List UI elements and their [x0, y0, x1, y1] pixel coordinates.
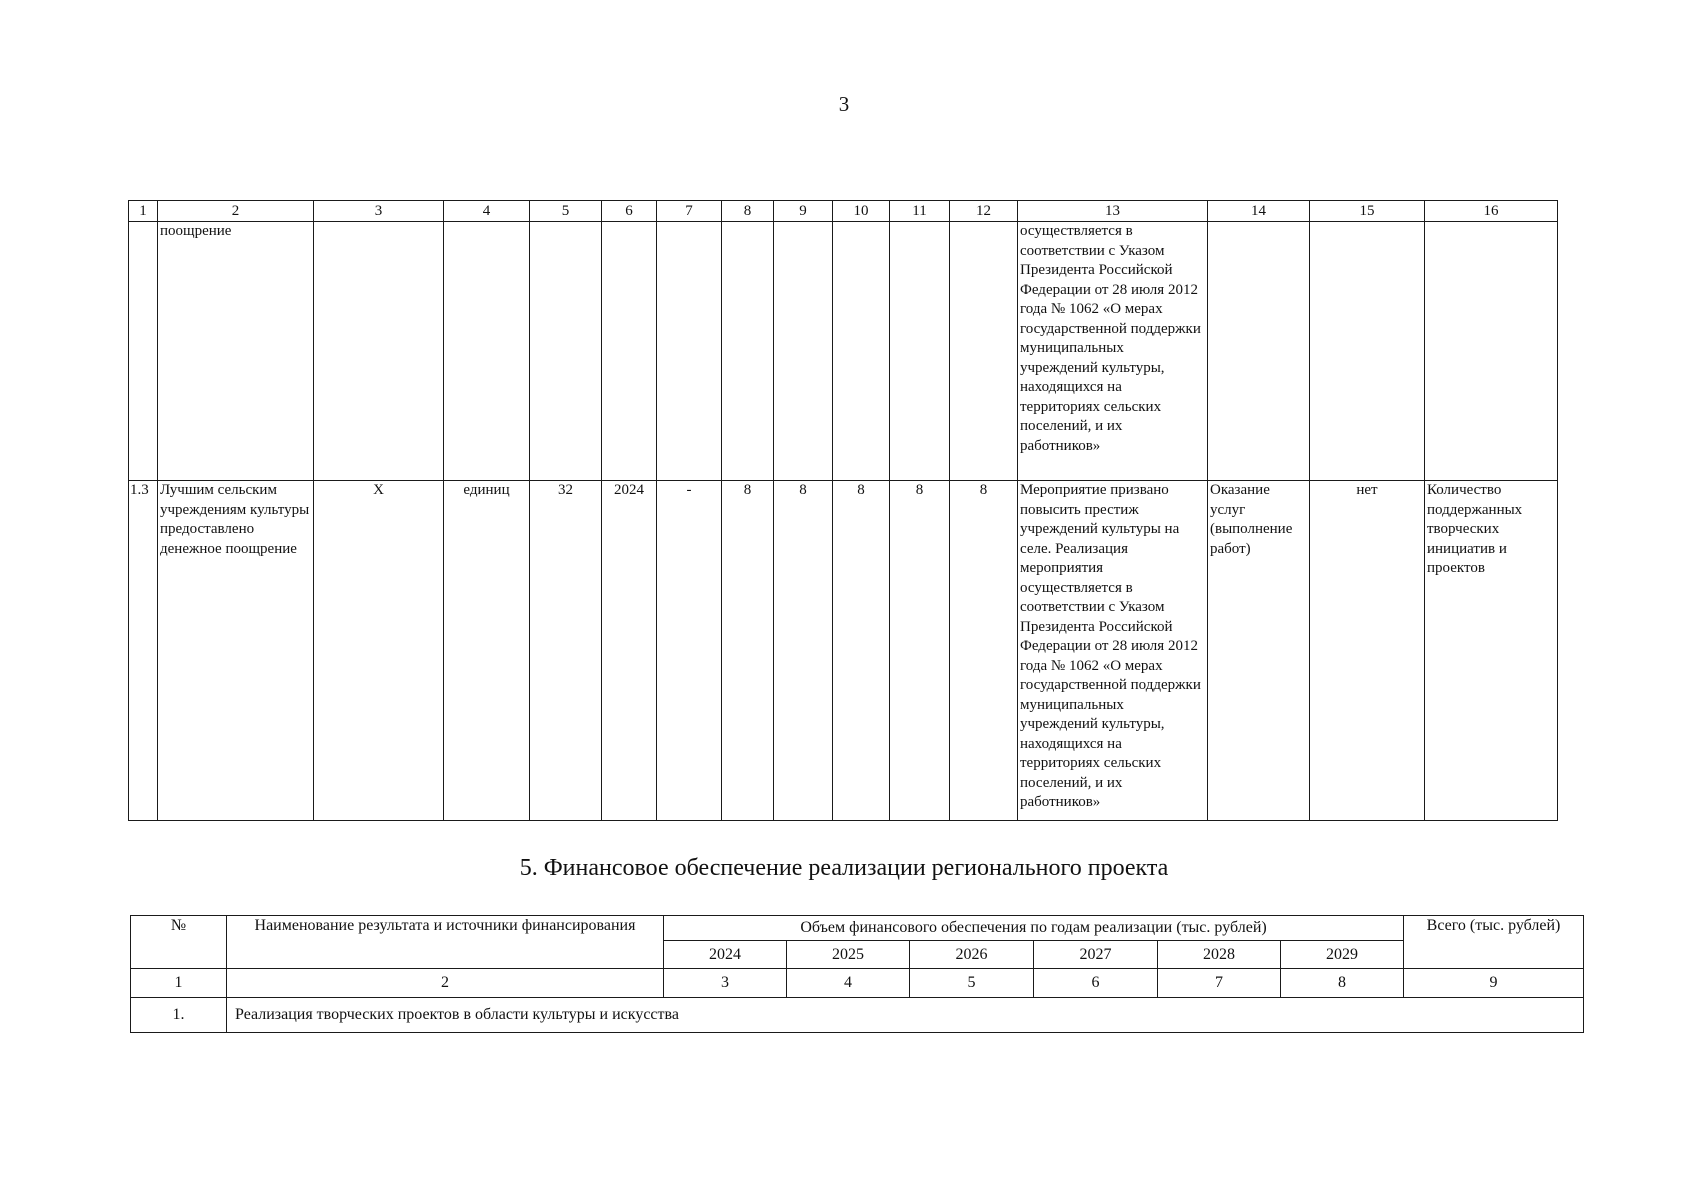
cell	[1425, 222, 1558, 481]
event-type-cell: Оказание услуг (выполнение работ)	[1208, 481, 1310, 821]
column-number: 11	[890, 201, 950, 222]
column-number: 1	[131, 969, 227, 998]
cell	[1208, 222, 1310, 481]
results-table	[128, 200, 1558, 821]
column-number: 10	[833, 201, 890, 222]
header-year: 2026	[910, 941, 1034, 969]
header-year: 2027	[1034, 941, 1158, 969]
result-name-cell: Лучшим сельским учреждениям культуры предоставлено денежное поощрение	[158, 481, 314, 821]
page-number: 3	[838, 92, 850, 116]
value-cell: 8	[833, 481, 890, 821]
cell	[129, 222, 158, 481]
value-cell: 8	[774, 481, 833, 821]
description-cell: Мероприятие призвано повысить престиж учреждений культуры на селе. Реализация мероприятия осуществляется в соответствии с Указом Президента Российской Федерации от 28 июля 2012 года № 1062 «О мерах государственной поддержки муниципальных учреждений культуры, находящихся на территориях сельских поселений, и их работников»	[1018, 481, 1208, 821]
flag-cell: нет	[1310, 481, 1425, 821]
column-number: 3	[664, 969, 787, 998]
type-cell: Х	[314, 481, 444, 821]
row-number-cell: 1.	[131, 998, 227, 1033]
column-number: 4	[444, 201, 530, 222]
base-value-cell: 32	[530, 481, 602, 821]
column-number: 6	[1034, 969, 1158, 998]
value-cell: 8	[950, 481, 1018, 821]
cell	[722, 222, 774, 481]
column-number: 9	[774, 201, 833, 222]
header-total: Всего (тыс. рублей)	[1404, 916, 1584, 969]
cell	[833, 222, 890, 481]
result-name-cell: поощрение	[158, 222, 314, 481]
header-num: №	[131, 916, 227, 969]
column-number: 13	[1018, 201, 1208, 222]
finance-table	[130, 915, 1584, 1033]
cell	[950, 222, 1018, 481]
base-year-cell: 2024	[602, 481, 657, 821]
cell	[444, 222, 530, 481]
column-number: 3	[314, 201, 444, 222]
column-number: 7	[657, 201, 722, 222]
header-volume: Объем финансового обеспечения по годам реализации (тыс. рублей)	[664, 916, 1404, 941]
column-number: 9	[1404, 969, 1584, 998]
column-number: 5	[530, 201, 602, 222]
value-cell: 8	[890, 481, 950, 821]
column-number: 2	[158, 201, 314, 222]
column-number-row	[129, 201, 1558, 222]
header-year: 2025	[787, 941, 910, 969]
header-row	[131, 916, 1584, 941]
cell	[657, 222, 722, 481]
row-number-cell: 1.3	[129, 481, 158, 821]
header-year: 2028	[1158, 941, 1281, 969]
column-number: 8	[722, 201, 774, 222]
header-name: Наименование результата и источники финансирования	[227, 916, 664, 969]
characteristic-cell: Количество поддержанных творческих инициатив и проектов	[1425, 481, 1558, 821]
column-number: 14	[1208, 201, 1310, 222]
unit-cell: единиц	[444, 481, 530, 821]
description-cell: осуществляется в соответствии с Указом Президента Российской Федерации от 28 июля 2012 года № 1062 «О мерах государственной поддержки муниципальных учреждений культуры, находящихся на территориях сельских поселений, и их работников»	[1018, 222, 1208, 481]
cell	[1310, 222, 1425, 481]
table-row-1-3	[129, 481, 1558, 821]
column-number-row	[131, 969, 1584, 998]
cell	[314, 222, 444, 481]
section-title: 5. Финансовое обеспечение реализации регионального проекта	[519, 855, 1169, 881]
cell	[602, 222, 657, 481]
column-number: 4	[787, 969, 910, 998]
column-number: 6	[602, 201, 657, 222]
column-number: 2	[227, 969, 664, 998]
column-number: 15	[1310, 201, 1425, 222]
cell	[890, 222, 950, 481]
column-number: 1	[129, 201, 158, 222]
table-row	[131, 998, 1584, 1033]
value-cell: -	[657, 481, 722, 821]
header-year: 2029	[1281, 941, 1404, 969]
column-number: 16	[1425, 201, 1558, 222]
column-number: 5	[910, 969, 1034, 998]
header-year: 2024	[664, 941, 787, 969]
column-number: 12	[950, 201, 1018, 222]
cell	[774, 222, 833, 481]
continuation-row	[129, 222, 1558, 481]
value-cell: 8	[722, 481, 774, 821]
column-number: 8	[1281, 969, 1404, 998]
column-number: 7	[1158, 969, 1281, 998]
result-name-cell: Реализация творческих проектов в области культуры и искусства	[227, 998, 1584, 1033]
cell	[530, 222, 602, 481]
